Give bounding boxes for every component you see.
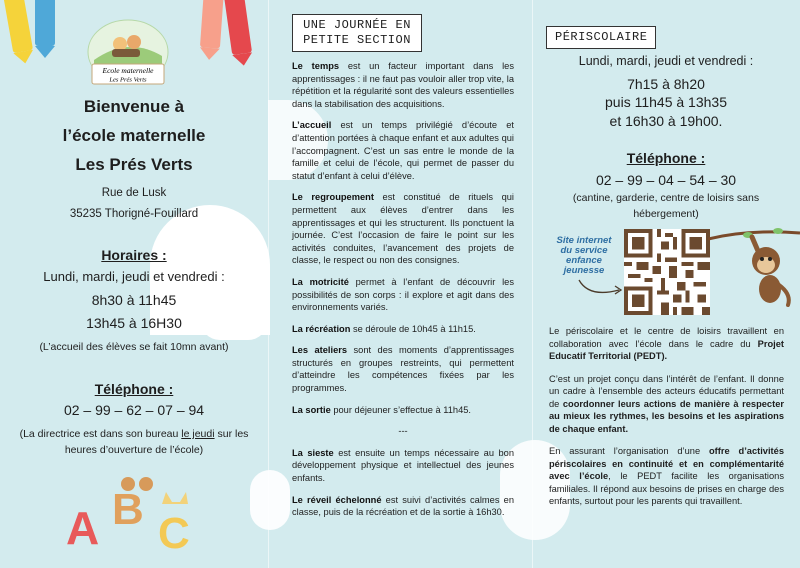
- abc-letters-illustration: [58, 472, 208, 552]
- paragraph-reveil: Le réveil échelonné est suivi d’activités calmes en classe, puis de la récréation et de la sortie à 16h30.: [292, 494, 514, 518]
- monkey-illustration: [708, 225, 800, 307]
- phone-number: 02 – 99 – 62 – 07 – 94: [63, 402, 205, 418]
- hours-afternoon: 13h45 à 16H30: [86, 315, 182, 331]
- paragraph-le-temps: Le temps est un facteur important dans les apprentissages : il ne faut pas vouloir aller trop vite, la répétition et la régularité sont des valeurs essentielles dans la stabilisation des acquisitions.: [292, 61, 514, 109]
- hours-days: Lundi, mardi, jeudi et vendredi :: [43, 269, 225, 284]
- qr-code[interactable]: [624, 229, 710, 315]
- phone-heading: Téléphone :: [94, 381, 174, 397]
- welcome-title-line3: Les Prés Verts: [75, 155, 193, 174]
- periscolaire-description: [549, 325, 784, 518]
- site-label: Site internet du service enfance jeunesse: [556, 235, 612, 276]
- paragraph-accueil: L’accueil est un temps privilégié d’écoute et d’attention portées à chaque enfant et aux adultes qui l’accompagnent. C’est un sas entre le monde de la famille et celui de l’école, qui permet de passer du statut d’enfant à celui d’élève.: [292, 120, 514, 181]
- crayon-yellow-icon: [3, 0, 33, 53]
- peri-paragraph-2: C’est un projet conçu dans l’intérêt de l’enfant. Il donne un cadre à l’ensemble des acteurs éducatifs permettant de coordonner leurs actions de manière à respecter au mieux les rythmes, les besoins et les aspirations de chaque enfant.: [549, 373, 784, 434]
- phone-note-day: le jeudi: [181, 428, 215, 440]
- middle-panel: [268, 0, 532, 568]
- peri-paragraph-3: En assurant l’organisation d’une offre d’activités périscolaires en continuité et en complémentarité avec l’école, le PEDT facilite les organisations familiales. Il répond aux besoins de prises en charge des enfants, surtout pour les parents qui travaillent.: [549, 446, 784, 506]
- paragraph-sieste: La sieste est ensuite un temps nécessaire au bon développement physique et intellectuel des jeunes enfants.: [292, 447, 514, 484]
- address-street: Rue de Lusk: [101, 187, 167, 199]
- paragraph-ateliers: Les ateliers sont des moments d’apprentissages structurés en groupes restreints, qui permettent d’atteindre les compétences fixées par les programmes.: [292, 345, 514, 394]
- peri-phone-heading: Téléphone :: [626, 150, 706, 166]
- crayon-red-icon: [224, 0, 252, 55]
- paragraph-regroupement: Le regroupement est constitué de rituels qui permettent aux élèves d’entrer dans les apprentissages et qui les structurent. Ils ponctuent la journée. C’est l’occasion de faire le point sur les activités conduites, l’avancement des projets de classe, le respect ou non des consignes.: [292, 192, 514, 266]
- periscolaire-heading: PÉRISCOLAIRE: [546, 26, 656, 49]
- left-panel: [0, 0, 268, 568]
- welcome-title-line1: Bienvenue à: [83, 97, 185, 116]
- letter-b: B: [112, 485, 144, 534]
- logo-line1: Ecole maternelle: [102, 66, 154, 75]
- day-description: [292, 60, 514, 528]
- logo-line2: Les Prés Verts: [109, 76, 147, 84]
- school-logo: [82, 16, 174, 88]
- peri-paragraph-1: Le périscolaire et le centre de loisirs travaillent en collaboration avec l’école dans le cadre du Projet Educatif Territorial (PEDT).: [549, 326, 784, 361]
- hours-note: (L’accueil des élèves se fait 10mn avant): [39, 341, 229, 353]
- peri-slot-3: et 16h30 à 19h00.: [609, 113, 723, 129]
- day-section-heading: UNE JOURNÉE EN PETITE SECTION: [292, 14, 422, 52]
- separator: ---: [398, 426, 408, 437]
- arrow-icon: [575, 278, 625, 300]
- crayon-pink-icon: [200, 0, 224, 49]
- peri-phone-number: 02 – 99 – 04 – 54 – 30: [595, 172, 737, 188]
- welcome-title-line2: l’école maternelle: [62, 126, 206, 145]
- letter-a: A: [66, 502, 100, 552]
- peri-slot-1: 7h15 à 8h20: [627, 76, 705, 92]
- peri-days: Lundi, mardi, jeudi et vendredi :: [578, 54, 754, 68]
- hours-heading: Horaires :: [101, 247, 167, 263]
- paragraph-motricite: La motricité permet à l’enfant de découvrir les possibilités de son corps : il explore et agit dans des environnements variés.: [292, 276, 514, 313]
- crayon-blue-icon: [35, 0, 55, 46]
- address-city: 35235 Thorigné-Fouillard: [69, 208, 199, 220]
- letter-c: C: [158, 509, 190, 552]
- peri-slot-2: puis 11h45 à 13h35: [605, 94, 727, 110]
- hours-morning: 8h30 à 11h45: [91, 292, 177, 308]
- paragraph-sortie: La sortie pour déjeuner s’effectue à 11h45.: [292, 404, 471, 415]
- paragraph-recreation: La récréation se déroule de 10h45 à 11h15.: [292, 323, 476, 334]
- phone-note: (La directrice est dans son bureau le jeudi sur les heures d’ouverture de l’école): [19, 428, 249, 456]
- peri-phone-note: (cantine, garderie, centre de loisirs sans hébergement): [572, 192, 760, 220]
